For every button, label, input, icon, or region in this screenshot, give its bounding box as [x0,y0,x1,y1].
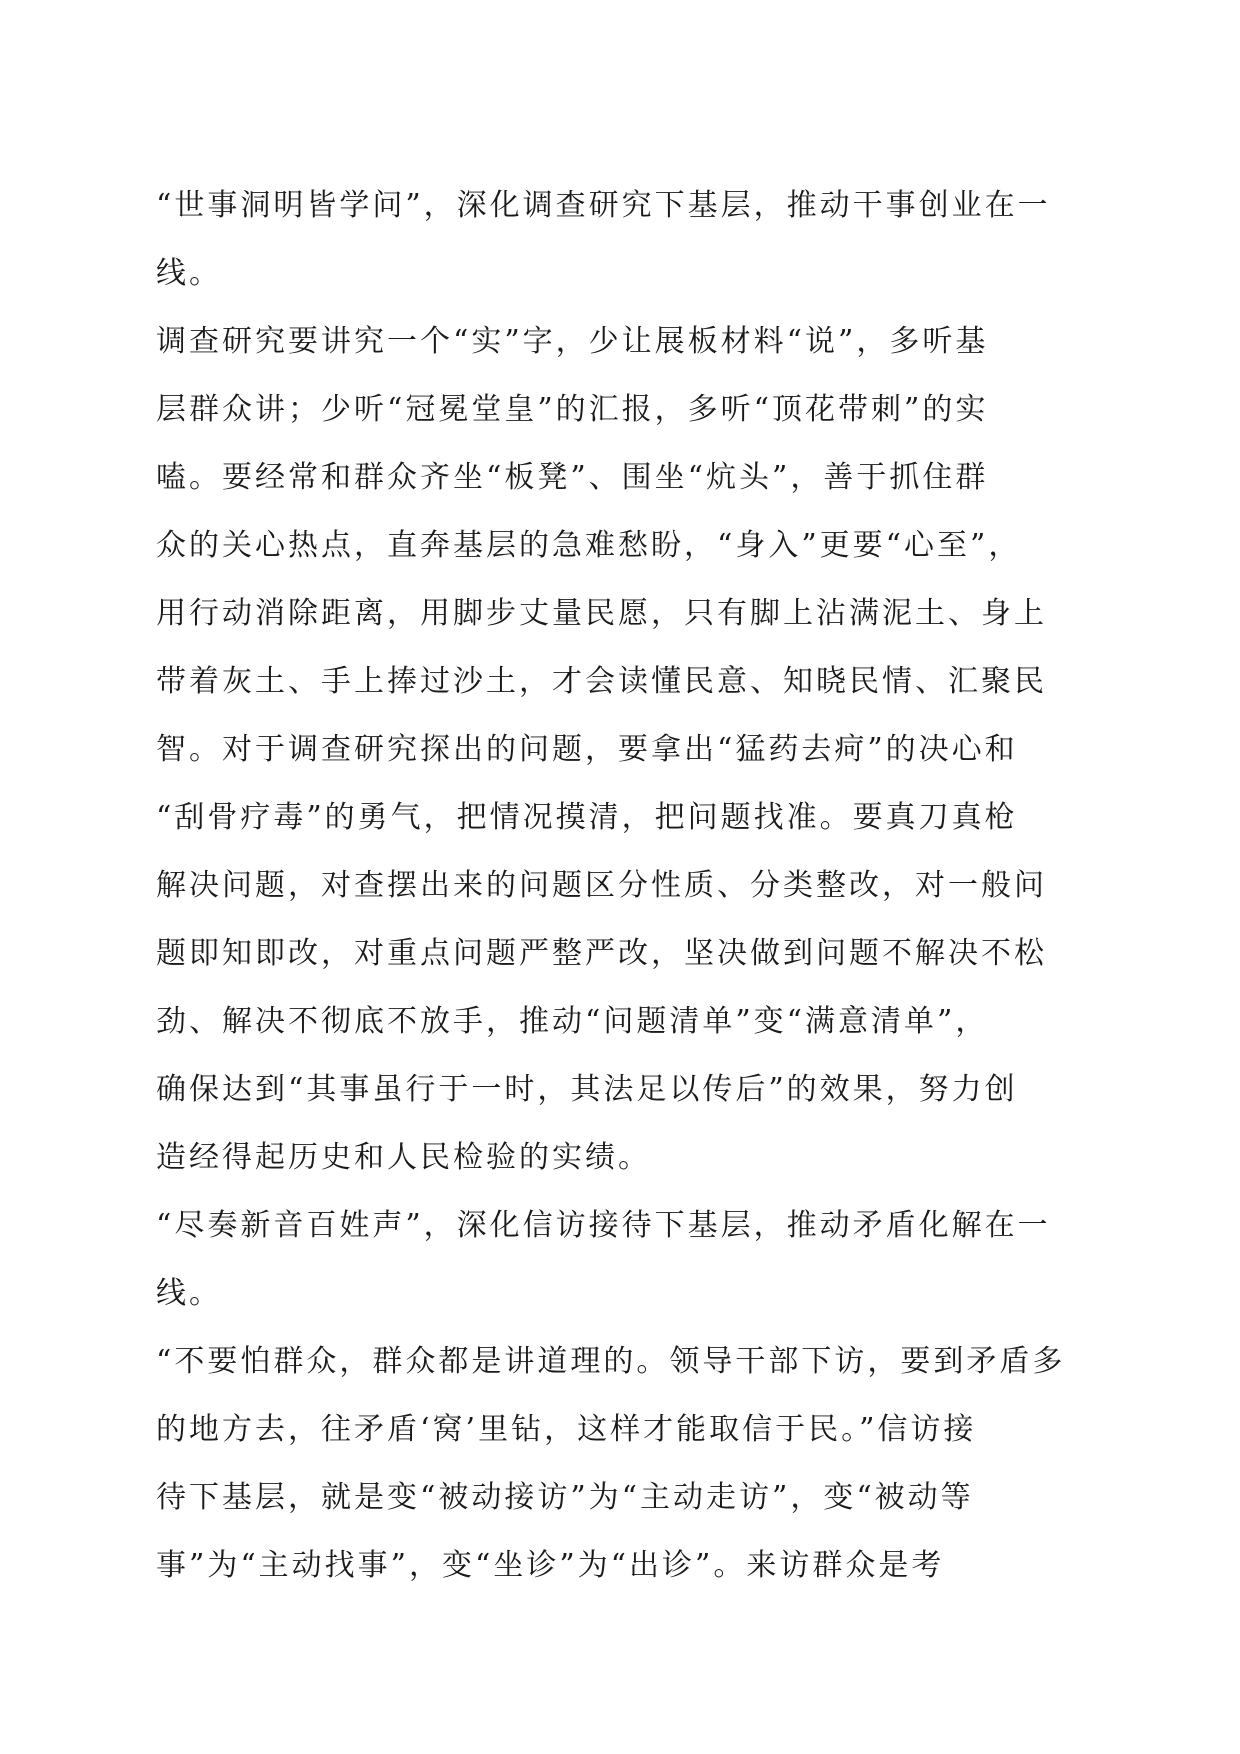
text-line: 线。 [156,256,222,291]
text-line: 造经得起历史和人民检验的实绩。 [156,1140,651,1175]
text-line: “刮骨疗毒”的勇气，把情况摸清，把问题找准。要真刀真枪 [156,800,1018,835]
text-line: “不要怕群众，群众都是讲道理的。领导干部下访，要到矛盾多 [156,1344,1066,1379]
text-line: 带着灰土、手上捧过沙土，才会读懂民意、知晓民情、汇聚民 [156,664,1047,699]
text-line: 嗑。要经常和群众齐坐“板凳”、围坐“炕头”，善于抓住群 [156,460,989,495]
text-line: 调查研究要讲究一个“实”字，少让展板材料“说”，多听基 [156,324,989,359]
text-line: 劲、解决不彻底不放手，推动“问题清单”变“满意清单”， [156,1004,989,1039]
text-line: 众的关心热点，直奔基层的急难愁盼，“身入”更要“心至”， [156,528,1022,563]
text-line: 解决问题，对查摆出来的问题区分性质、分类整改，对一般问 [156,868,1047,903]
text-line: 线。 [156,1276,222,1311]
text-line: “世事洞明皆学问”，深化调查研究下基层，推动干事创业在一 [156,188,1051,223]
text-line: 层群众讲；少听“冠冕堂皇”的汇报，多听“顶花带刺”的实 [156,392,989,427]
document-body [156,172,1076,1600]
text-line: 确保达到“其事虽行于一时，其法足以传后”的效果，努力创 [156,1072,1018,1107]
text-line: 的地方去，往矛盾‘窝’里钻，这样才能取信于民。”信访接 [156,1412,977,1447]
text-line: 待下基层，就是变“被动接访”为“主动走访”，变“被动等 [156,1480,974,1515]
text-line: “尽奏新音百姓声”，深化信访接待下基层，推动矛盾化解在一 [156,1208,1051,1243]
text-line: 事”为“主动找事”，变“坐诊”为“出诊”。来访群众是考 [156,1548,945,1583]
text-line: 智。对于调查研究探出的问题，要拿出“猛药去疴”的决心和 [156,732,1018,767]
text-line: 题即知即改，对重点问题严整严改，坚决做到问题不解决不松 [156,936,1047,971]
text-line: 用行动消除距离，用脚步丈量民愿，只有脚上沾满泥土、身上 [156,596,1047,631]
